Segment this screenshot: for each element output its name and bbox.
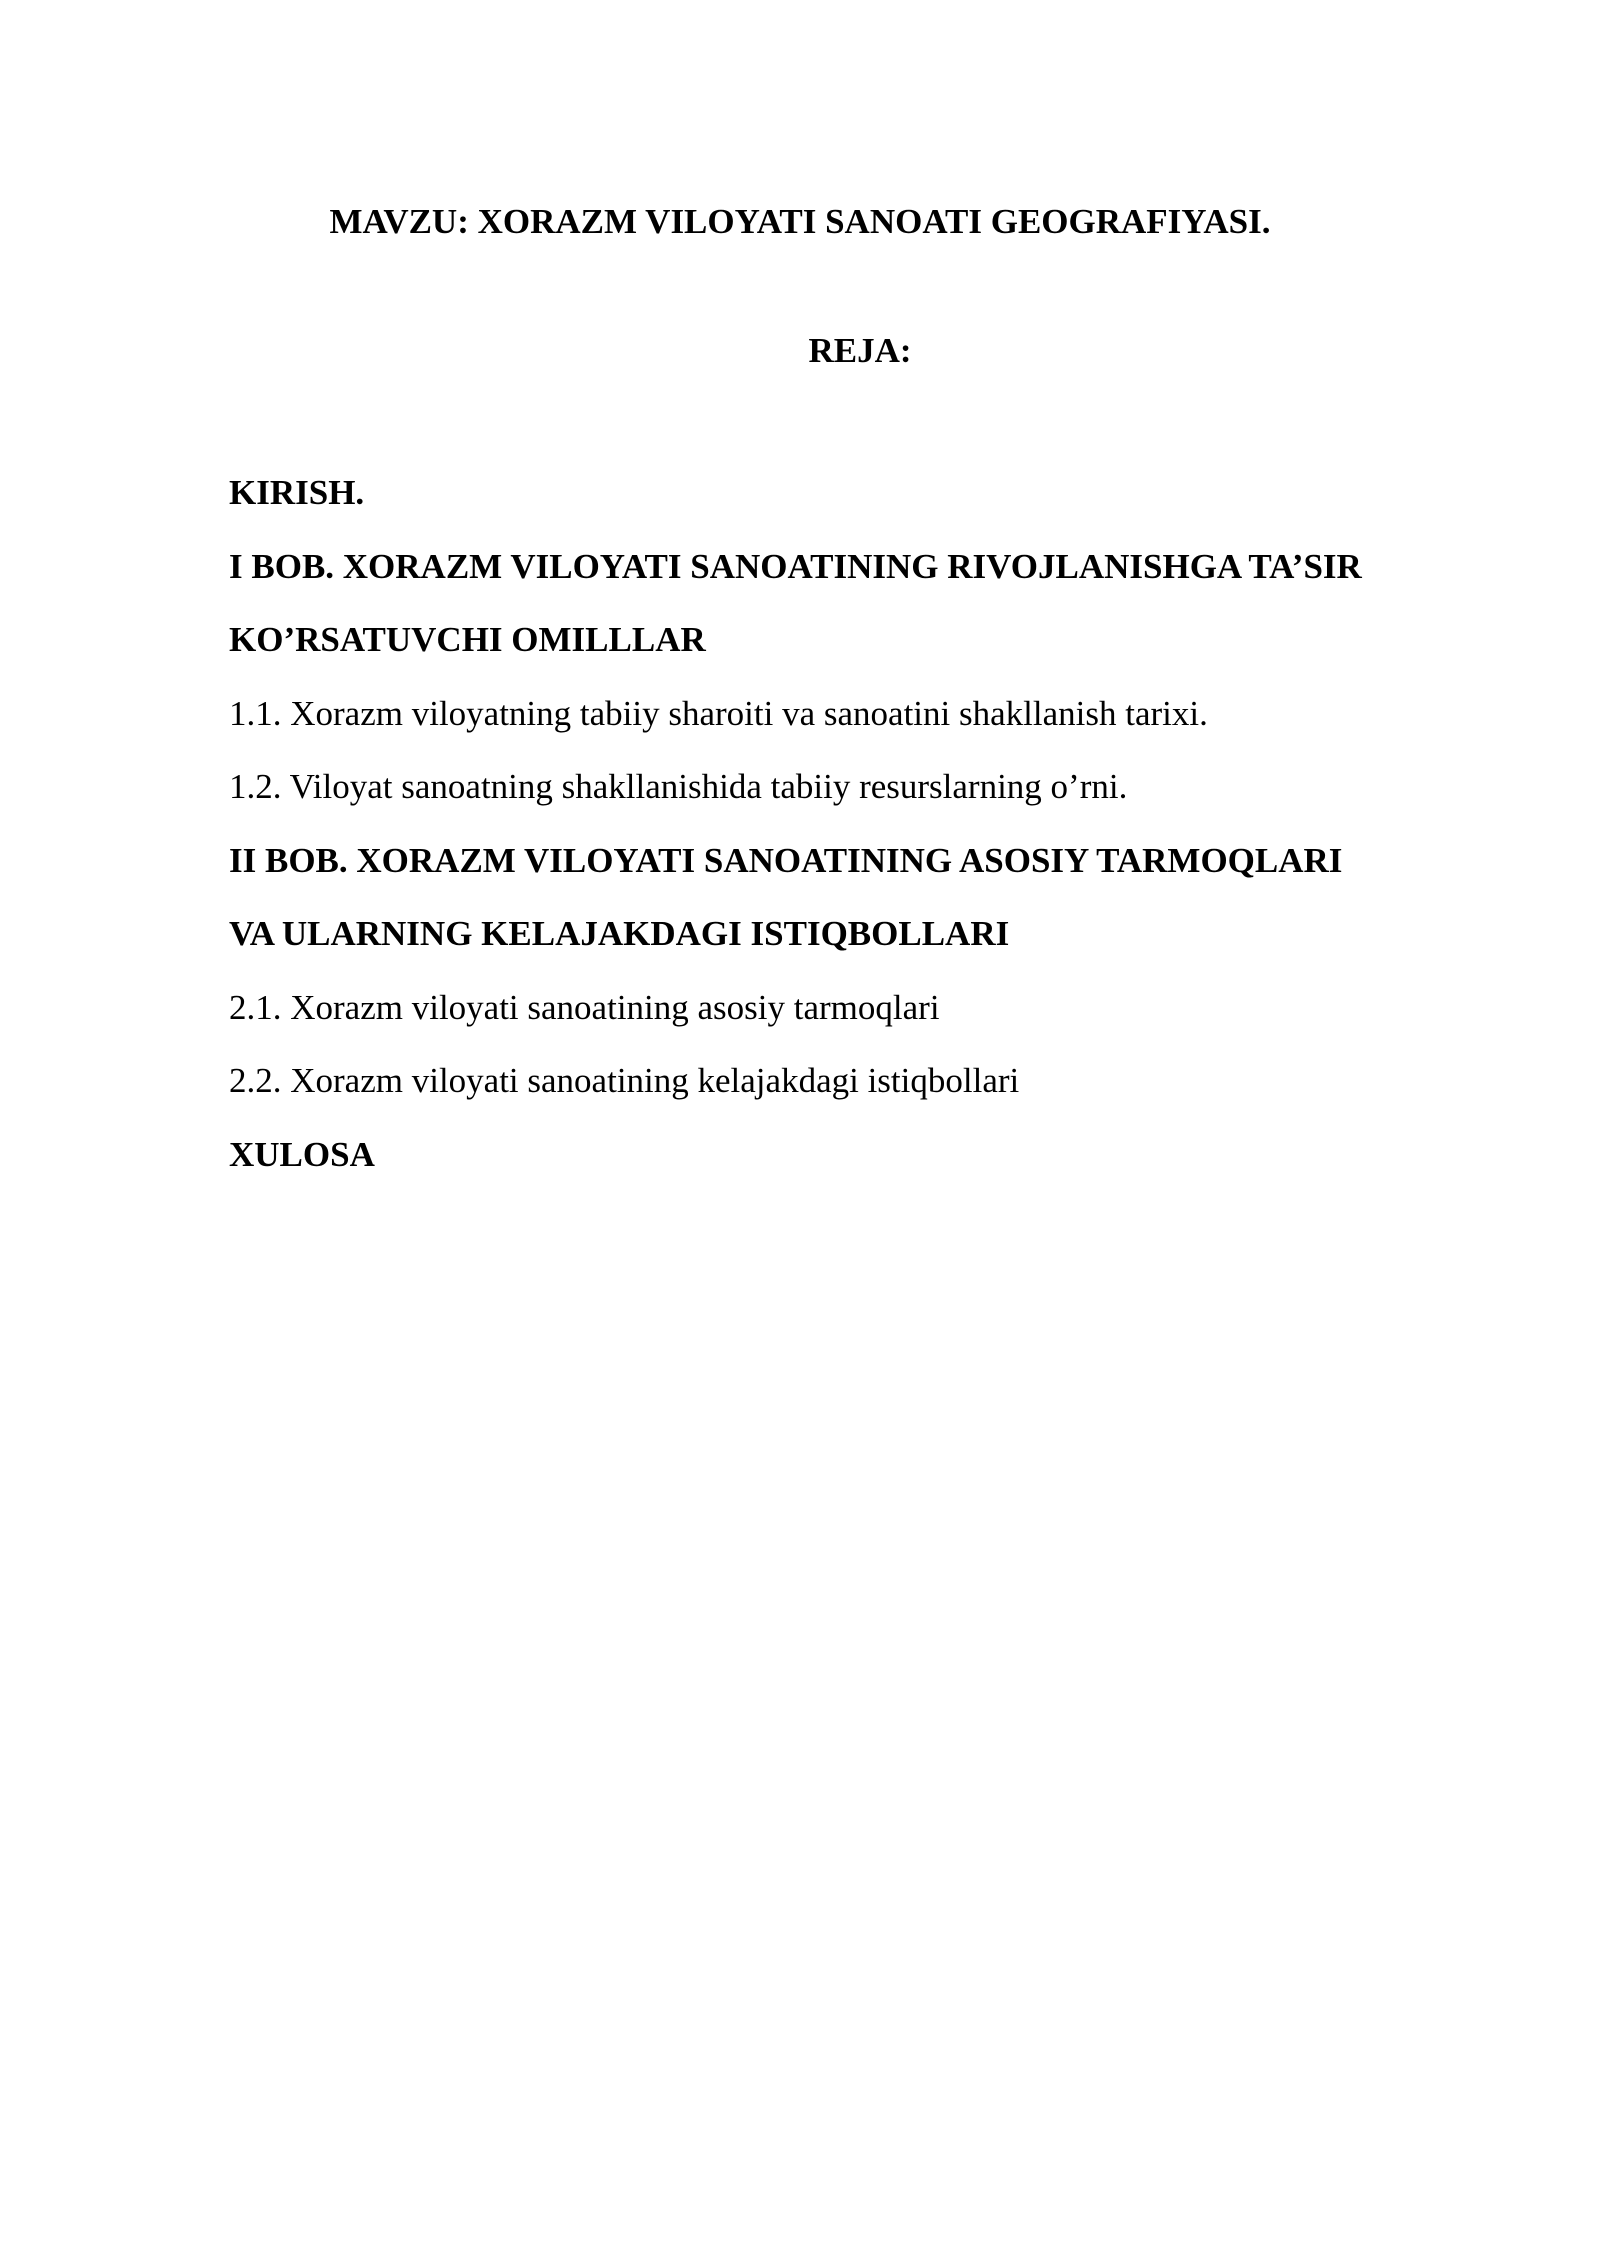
outline-conclusion: XULOSA [229, 1134, 375, 1174]
plan-heading: REJA: [808, 331, 912, 370]
document-title: MAVZU: XORAZM VILOYATI SANOATI GEOGRAFIYASI. [329, 202, 1271, 241]
outline-introduction: KIRISH. [229, 473, 365, 512]
outline-chapter-1-line-1: I BOB. XORAZM VILOYATI SANOATINING RIVOJLANISHGA TA’SIR [229, 546, 1362, 586]
outline-section-1-1: 1.1. Xorazm viloyatning tabiiy sharoiti va sanoatini shakllanish tarixi. [229, 693, 1208, 733]
outline-section-2-1: 2.1. Xorazm viloyati sanoatining asosiy tarmoqlari [229, 987, 940, 1027]
outline-section-1-2: 1.2. Viloyat sanoatning shakllanishida tabiiy resurslarning o’rni. [229, 767, 1128, 806]
outline-chapter-2-line-1: II BOB. XORAZM VILOYATI SANOATINING ASOSIY TARMOQLARI [229, 840, 1343, 880]
plan-outline [229, 456, 1489, 1191]
outline-chapter-2-line-2: VA ULARNING KELAJAKDAGI ISTIQBOLLARI [229, 914, 1010, 953]
outline-chapter-1-line-2: KO’RSATUVCHI OMILLLAR [229, 620, 706, 659]
outline-section-2-2: 2.2. Xorazm viloyati sanoatining kelajakdagi istiqbollari [229, 1061, 1020, 1100]
